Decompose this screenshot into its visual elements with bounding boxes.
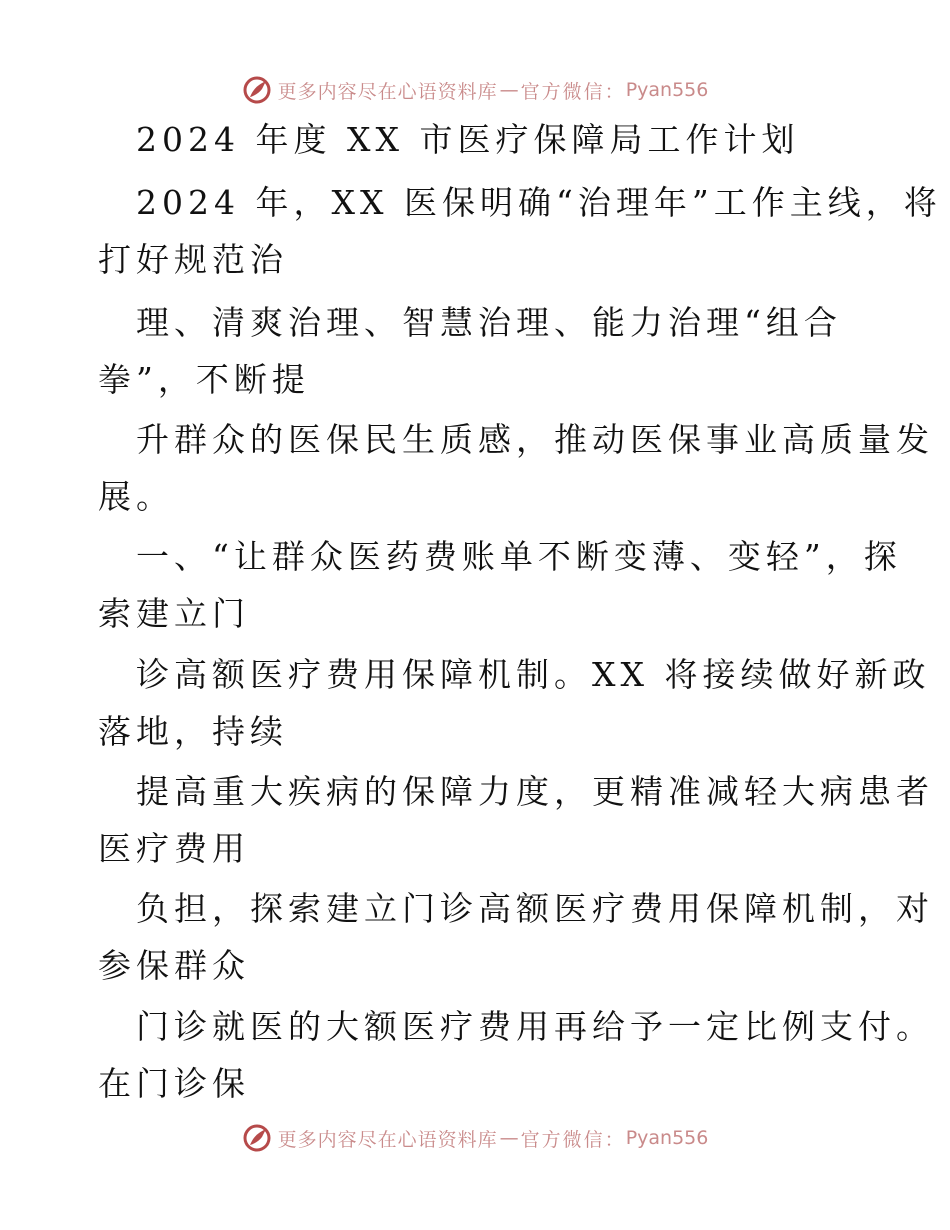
section-heading-line: 一、“让群众医药费账单不断变薄、变轻”，探 (136, 537, 902, 576)
watermark-wechat-id: Pyan556 (625, 1127, 709, 1149)
paragraph-line: 提高重大疾病的保障力度，更精准减轻大病患者 (136, 772, 934, 811)
paragraph-line: 展。 (98, 477, 174, 516)
paragraph-line: 索建立门 (98, 594, 250, 633)
paragraph-line: 诊高额医疗费用保障机制。XX 将接续做好新政 (136, 655, 931, 694)
watermark-label: 官方微信： (520, 1128, 626, 1151)
document-title: 2024 年度 XX 市医疗保障局工作计划 (136, 120, 800, 159)
paragraph-line: 门诊就医的大额医疗费用再给予一定比例支付。 (136, 1007, 934, 1046)
watermark-text: 更多内容尽在心语资料库 (277, 80, 498, 103)
ink-brush-seal-icon (242, 75, 272, 105)
watermark-separator: — (499, 1127, 519, 1149)
paragraph-line: 理、清爽治理、智慧治理、能力治理“组合 (136, 303, 842, 342)
watermark-header (0, 70, 950, 110)
ink-brush-seal-icon (242, 1123, 272, 1153)
paragraph-line: 医疗费用 (98, 829, 250, 868)
watermark-separator: — (499, 79, 519, 101)
paragraph-line: 2024 年，XX 医保明确“治理年”工作主线，将 (136, 183, 942, 222)
paragraph-line: 拳”，不断提 (98, 360, 310, 399)
paragraph-line: 打好规范治 (98, 240, 288, 279)
watermark-wechat-id: Pyan556 (625, 79, 709, 101)
watermark-label: 官方微信： (520, 80, 626, 103)
paragraph-line: 升群众的医保民生质感，推动医保事业高质量发 (136, 420, 934, 459)
paragraph-line: 负担，探索建立门诊高额医疗费用保障机制，对 (136, 889, 934, 928)
paragraph-line: 落地，持续 (98, 712, 288, 751)
watermark-text: 更多内容尽在心语资料库 (277, 1128, 498, 1151)
watermark-footer (0, 1118, 950, 1158)
paragraph-line: 参保群众 (98, 946, 250, 985)
paragraph-line: 在门诊保 (98, 1064, 250, 1103)
